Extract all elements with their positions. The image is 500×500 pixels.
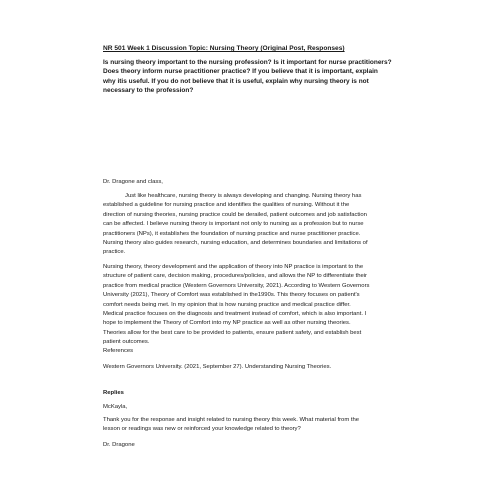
paragraph-line: Theories allow for the best care to be provided to patients, ensure patient safety, and establish best	[103, 329, 362, 336]
paragraph-line: established a guideline for nursing practice and identifies the qualities of nursing. Without it the	[103, 202, 350, 209]
reply-paragraph	[103, 416, 403, 435]
paragraph-line: direction of nursing theories, nursing practice could be derailed, patient outcomes and job satisfaction	[103, 211, 367, 218]
post-greeting: Dr. Dragone and class,	[103, 179, 163, 185]
paragraph-line: Thank you for the response and insight related to nursing theory this week. What material from the	[103, 417, 360, 423]
post-paragraph-2	[103, 263, 403, 348]
paragraph-line: Nursing theory, theory development and the application of theory into NP practice is important to the	[103, 264, 364, 270]
reference-entry: Western Governors University. (2021, September 27). Understanding Nursing Theories.	[103, 364, 332, 370]
paragraph-line: practitioners (NPs), it establishes the foundation of nursing practice and nurse practitioner practice.	[103, 230, 361, 237]
paragraph-line: comfort needs being met. In my opinion that is how nursing practice and medical practice differ.	[103, 301, 351, 308]
reply-greeting: McKayla,	[103, 404, 128, 410]
paragraph-line: patient outcomes.	[103, 339, 150, 346]
replies-heading: Replies	[103, 390, 124, 396]
question-line: why itis useful. If you do not believe that it is useful, explain why nursing theory is not	[103, 77, 369, 85]
reply-signature: Dr. Dragone	[103, 442, 135, 448]
discussion-question	[103, 58, 403, 96]
document-title: NR 501 Week 1 Discussion Topic: Nursing Theory (Original Post, Responses)	[103, 45, 345, 52]
question-line: Does theory inform nurse practitioner practice? If you believe that it is important, explain	[103, 68, 378, 76]
paragraph-line: University (2021), Theory of Comfort was established in the1990s. This theory focuses on patient's	[103, 292, 360, 299]
paragraph-line: practice from medical practice (Western Governors University, 2021). According to Western Governors	[103, 282, 370, 289]
question-line: Is nursing theory important to the nursing profession? Is it important for nurse practitioners?	[103, 59, 392, 66]
paragraph-line: practice.	[103, 249, 126, 256]
paragraph-line: lesson or readings was new or reinforced your knowledge related to theory?	[103, 426, 301, 433]
paragraph-line: Nursing theory also guides research, nursing education, and determines boundaries and limitations of	[103, 240, 368, 247]
references-heading: References	[103, 348, 134, 354]
question-line: necessary to the profession?	[103, 87, 194, 95]
post-paragraph-1	[103, 192, 403, 258]
paragraph-line: hope to implement the Theory of Comfort into my NP practice as well as other nursing theories.	[103, 320, 351, 327]
paragraph-line: Medical practice focuses on the diagnosis and treatment instead of comfort, which is also important. I	[103, 311, 367, 318]
paragraph-line: structure of patient care, decision making, procedures/policies, and allows the NP to differentiate their	[103, 273, 368, 280]
paragraph-line: can be affected. I believe nursing theory is important not only to nursing as a profession but to nurse	[103, 221, 364, 228]
paragraph-line: Just like healthcare, nursing theory is always developing and changing. Nursing theory has	[125, 193, 362, 199]
